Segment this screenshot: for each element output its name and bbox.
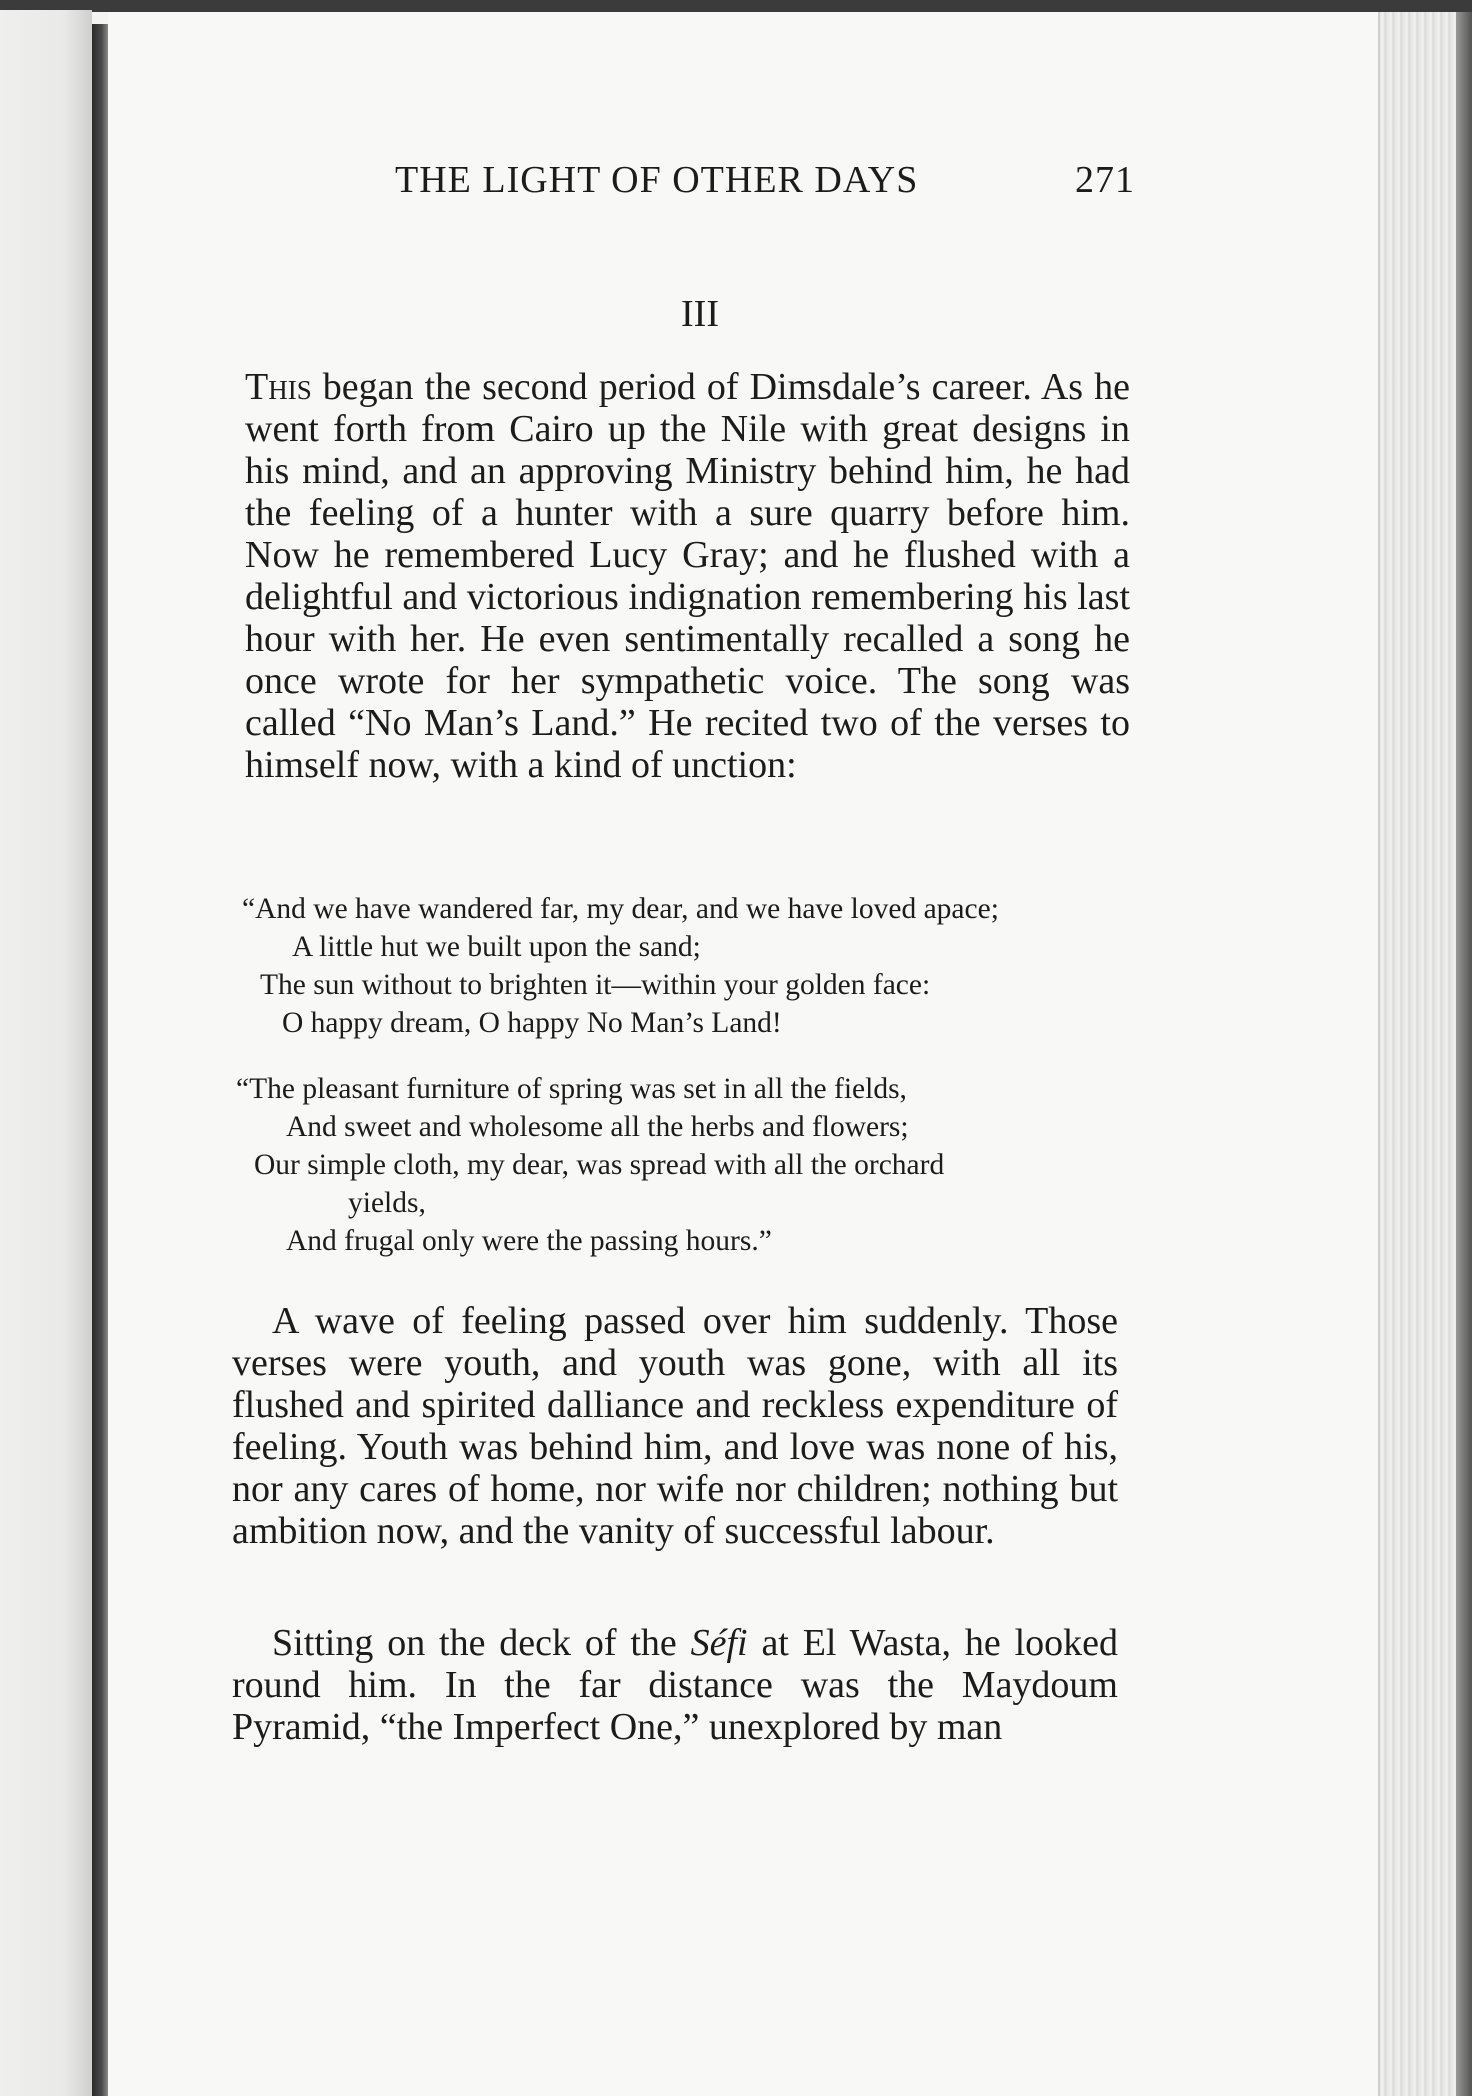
- verse-line: “The pleasant furniture of spring was set in all the fields,: [236, 1073, 907, 1105]
- scanner-top-edge: [0, 0, 1472, 12]
- verse-line: Our simple cloth, my dear, was spread with all the orchard: [254, 1149, 945, 1181]
- verse-line: yields,: [348, 1187, 426, 1219]
- verse-stanza-1: [242, 890, 999, 1042]
- ship-name: Séfi: [690, 1622, 748, 1664]
- paragraph-3: [232, 1622, 1118, 1748]
- page-header: [395, 158, 1135, 218]
- book-gutter: [92, 24, 108, 2096]
- paragraph-lead-word: This: [245, 366, 312, 408]
- verse-line: And frugal only were the passing hours.”: [286, 1225, 772, 1257]
- page-block-edges: [1378, 12, 1472, 2096]
- paragraph-3-text-end: at El Wasta, he looked round him. In the far distance was the Maydoum Pyramid, “the Imperfect One,” unexplored by man: [232, 1622, 1118, 1748]
- paragraph-1: [245, 366, 1130, 786]
- verse-line: O happy dream, O happy No Man’s Land!: [282, 1007, 782, 1039]
- running-head: THE LIGHT OF OTHER DAYS: [395, 159, 919, 201]
- page-number: 271: [1075, 159, 1135, 201]
- paragraph-2: A wave of feeling passed over him suddenly. Those verses were youth, and youth was gone, with all its flushed and spirited dalliance and reckless expenditure of feeling. Youth was behind him, and love was none of his, nor any cares of home, nor wife nor children; nothing but ambition now, and the vanity of successful labour.: [232, 1300, 1118, 1552]
- verse-line: “And we have wandered far, my dear, and we have loved apace;: [242, 893, 999, 925]
- verse-line: The sun without to brighten it—within your golden face:: [260, 969, 931, 1001]
- paragraph-1-text: began the second period of Dimsdale’s career. As he went forth from Cairo up the Nile with great designs in his mind, and an approving Ministry behind him, he had the feeling of a hunter with a sure quarry before him. Now he remembered Lucy Gray; and he flushed with a delightful and victorious indignation remembering his last hour with her. He even sentimentally recalled a song he once wrote for her sympathetic voice. The song was called “No Man’s Land.” He recited two of the verses to himself now, with a kind of unction:: [245, 366, 1130, 786]
- verse-line: A little hut we built upon the sand;: [292, 931, 701, 963]
- verse-stanza-2: [236, 1070, 944, 1260]
- verse-line: And sweet and wholesome all the herbs and flowers;: [286, 1111, 909, 1143]
- facing-page-edge: [0, 10, 92, 2096]
- section-numeral: III: [681, 293, 719, 335]
- paragraph-3-text-start: Sitting on the deck of the: [272, 1622, 691, 1664]
